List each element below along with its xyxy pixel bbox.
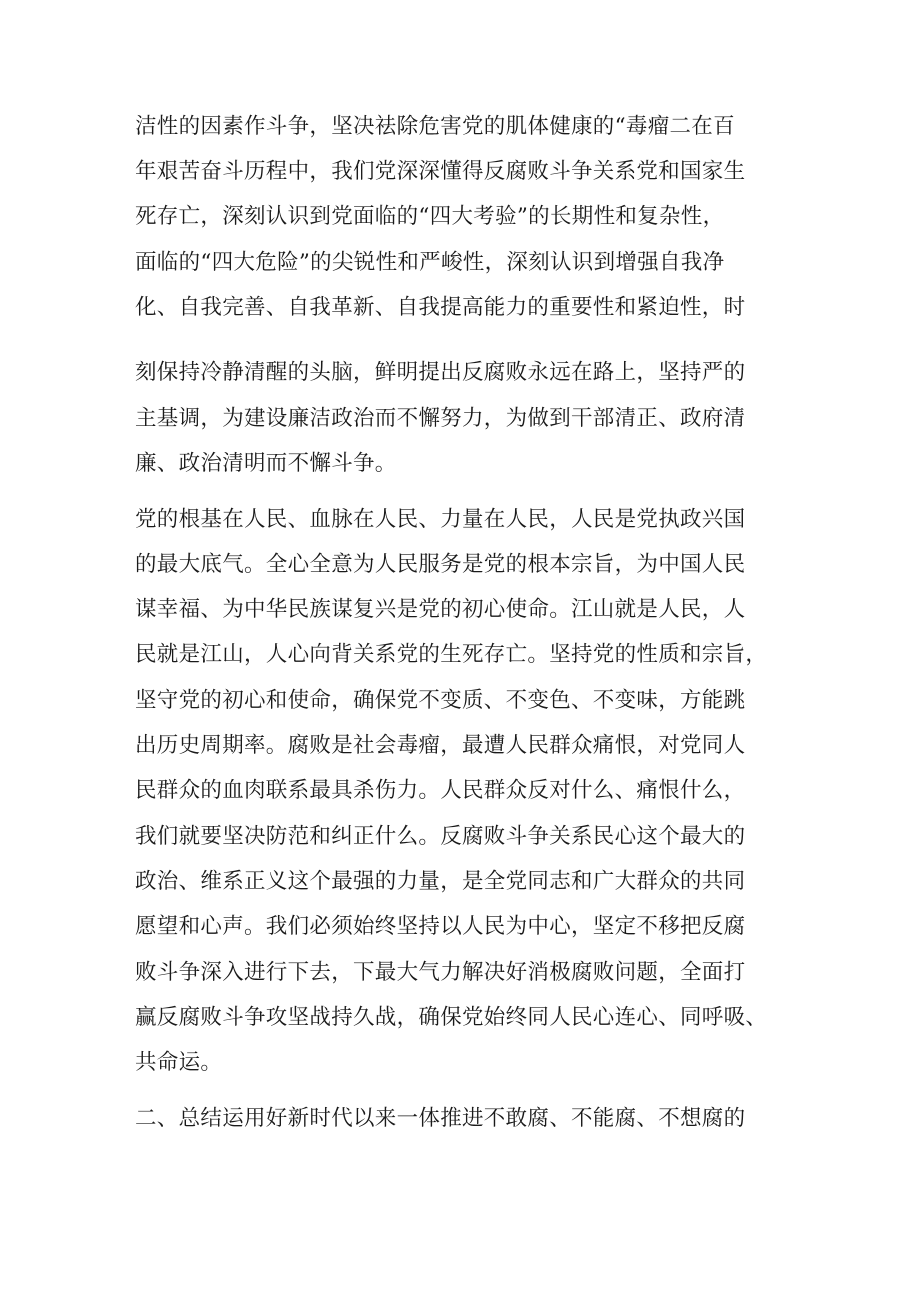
section-heading: 二、总结运用好新时代以来一体推进不敢腐、不能腐、不想腐的 <box>135 1106 746 1131</box>
text-line: 赢反腐败斗争攻坚战持久战，确保党始终同人民心连心、同呼吸、 <box>135 1005 768 1030</box>
text-line: 愿望和心声。我们必须始终坚持以人民为中心，坚定不移把反腐 <box>135 914 746 939</box>
text-line: 化、自我完善、自我革新、自我提高能力的重要性和紧迫性，时 <box>135 295 746 320</box>
text-line: 廉、政治清明而不懈斗争。 <box>135 451 397 476</box>
text-line: 败斗争深入进行下去，下最大气力解决好消极腐败问题，全面打 <box>135 960 746 985</box>
text-line: 出历史周期率。腐败是社会毒瘤，最遭人民群众痛恨，对党同人 <box>135 733 746 758</box>
text-line: 我们就要坚决防范和纠正什么。反腐败斗争关系民心这个最大的 <box>135 824 746 849</box>
text-line: 死存亡，深刻认识到党面临的“四大考验”的长期性和复杂性， <box>135 204 725 229</box>
text-line: 洁性的因素作斗争，坚决祛除危害党的肌体健康的“毒瘤二在百 <box>135 114 735 139</box>
text-line: 年艰苦奋斗历程中，我们党深深懂得反腐败斗争关系党和国家生 <box>135 159 746 184</box>
text-line: 谋幸福、为中华民族谋复兴是党的初心使命。江山就是人民，人 <box>135 597 746 622</box>
text-line: 民就是江山，人心向背关系党的生死存亡。坚持党的性质和宗旨， <box>135 642 768 667</box>
text-line: 面临的“四大危险”的尖锐性和严峻性，深刻认识到增强自我净 <box>135 250 725 275</box>
text-line: 党的根基在人民、血脉在人民、力量在人民，人民是党执政兴国 <box>135 507 746 532</box>
text-line: 坚守党的初心和使命，确保党不变质、不变色、不变味，方能跳 <box>135 688 746 713</box>
text-line: 民群众的血肉联系最具杀伤力。人民群众反对什么、痛恨什么， <box>135 778 746 803</box>
text-line: 共命运。 <box>135 1050 223 1075</box>
text-line: 刻保持冷静清醒的头脑，鲜明提出反腐败永远在路上，坚持严的 <box>135 360 746 385</box>
text-line: 主基调，为建设廉洁政治而不懈努力，为做到干部清正、政府清 <box>135 406 746 431</box>
text-line: 政治、维系正义这个最强的力量，是全党同志和广大群众的共同 <box>135 869 746 894</box>
text-line: 的最大底气。全心全意为人民服务是党的根本宗旨，为中国人民 <box>135 552 746 577</box>
